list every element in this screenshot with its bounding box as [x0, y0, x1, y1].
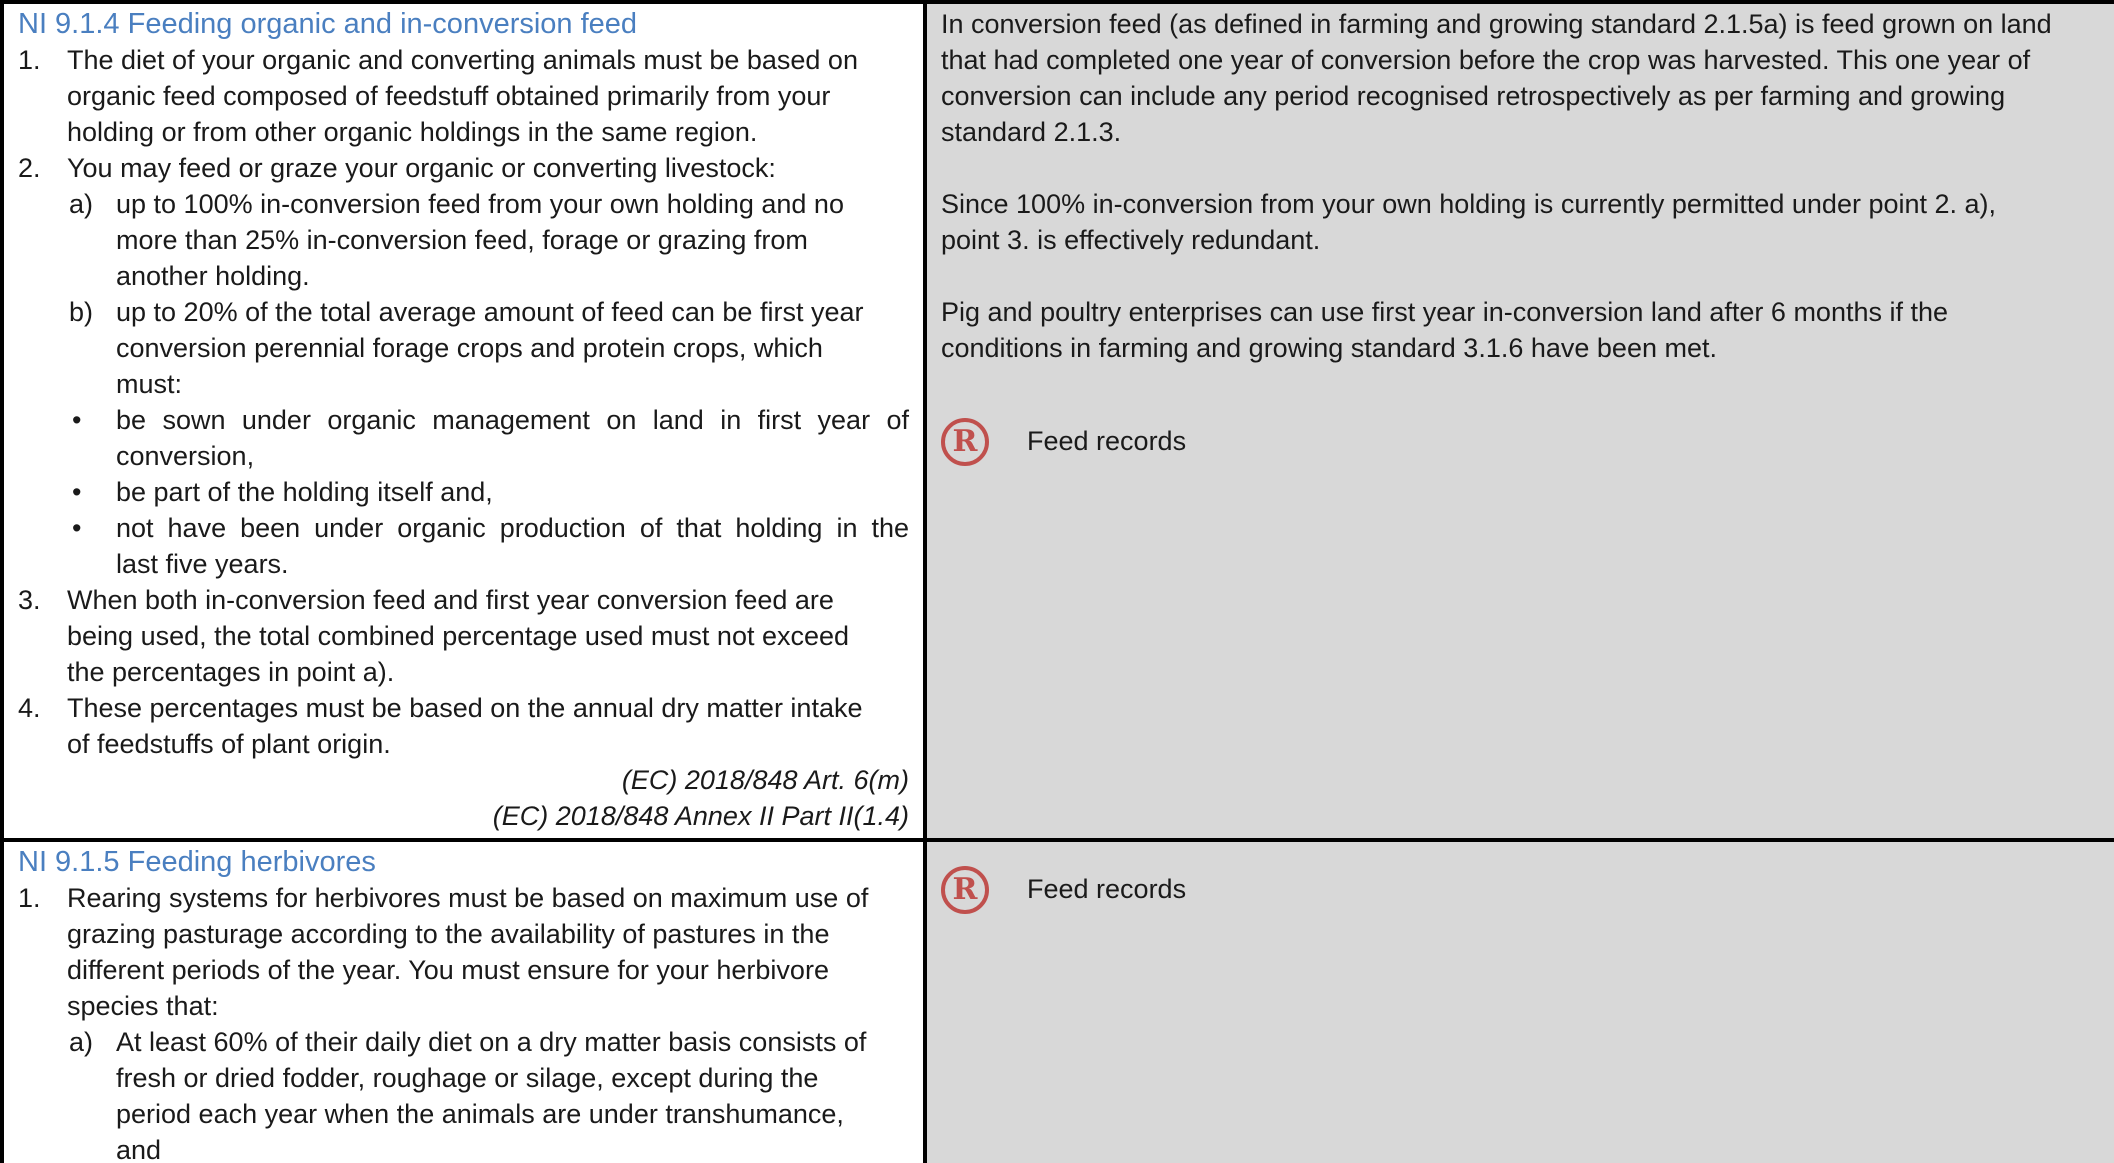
bullet-item: [4, 402, 923, 438]
item-text: Rearing systems for herbivores must be based on maximum use of: [67, 883, 869, 913]
item-number: 2.: [18, 153, 41, 183]
item-text: different periods of the year. You must ensure for your herbivore: [67, 955, 829, 985]
section-title: NI 9.1.4 Feeding organic and in-conversion feed: [18, 8, 638, 40]
item-text: be sown under organic management on land in first year of: [116, 405, 909, 435]
list-item: [4, 42, 923, 78]
standard-cell-9-1-4: [0, 0, 927, 838]
bullet-item: [4, 510, 923, 546]
item-text: The diet of your organic and converting animals must be based on: [67, 45, 858, 75]
item-text: of feedstuffs of plant origin.: [67, 729, 391, 759]
item-text: grazing pasturage according to the availability of pastures in the: [67, 919, 830, 949]
item-number: 1.: [18, 883, 41, 913]
list-item: [4, 690, 923, 726]
record-r-icon: R: [941, 418, 989, 466]
regulation-citation: (EC) 2018/848 Annex II Part II(1.4): [492, 801, 909, 831]
guidance-cell-9-1-4: [927, 0, 2114, 838]
item-number: 1.: [18, 45, 41, 75]
standard-cell-9-1-5: [0, 838, 927, 1163]
item-text: being used, the total combined percentage used must not exceed: [67, 621, 850, 651]
item-text: not have been under organic production of that holding in the: [116, 513, 909, 543]
item-text: the percentages in point a).: [67, 657, 395, 687]
item-text: These percentages must be based on the annual dry matter intake: [67, 693, 863, 723]
item-text: conversion perennial forage crops and protein crops, which: [116, 333, 823, 363]
guidance-text: In conversion feed (as defined in farming and growing standard 2.1.5a) is feed grown on land: [941, 9, 2052, 39]
regulation-citation: (EC) 2018/848 Art. 6(m): [621, 765, 909, 795]
section-title: NI 9.1.5 Feeding herbivores: [18, 846, 376, 878]
sub-item-letter: a): [69, 189, 94, 219]
sub-item-letter: a): [69, 1027, 94, 1057]
item-text: At least 60% of their daily diet on a dry matter basis consists of: [116, 1027, 867, 1057]
record-requirement: [927, 866, 2114, 926]
item-number: 4.: [18, 693, 41, 723]
list-item: [4, 582, 923, 618]
item-text: holding or from other organic holdings in the same region.: [67, 117, 758, 147]
guidance-text: standard 2.1.3.: [941, 117, 1122, 147]
item-text: period each year when the animals are under transhumance,: [116, 1099, 844, 1129]
guidance-text: conditions in farming and growing standard 3.1.6 have been met.: [941, 333, 1717, 363]
item-text: another holding.: [116, 261, 310, 291]
record-label: Feed records: [1027, 874, 1187, 904]
record-label: Feed records: [1027, 426, 1187, 456]
sub-item-letter: b): [69, 297, 94, 327]
item-text: species that:: [67, 991, 219, 1021]
item-number: 3.: [18, 585, 41, 615]
item-text: organic feed composed of feedstuff obtained primarily from your: [67, 81, 831, 111]
list-item: [4, 150, 923, 186]
guidance-text: point 3. is effectively redundant.: [941, 225, 1321, 255]
item-text: You may feed or graze your organic or converting livestock:: [67, 153, 776, 183]
guidance-text: conversion can include any period recognised retrospectively as per farming and growing: [941, 81, 2006, 111]
record-requirement: [927, 418, 2114, 478]
bullet-icon: •: [72, 513, 82, 543]
item-text: When both in-conversion feed and first year conversion feed are: [67, 585, 834, 615]
guidance-cell-9-1-5: [927, 838, 2114, 1163]
item-text: up to 100% in-conversion feed from your own holding and no: [116, 189, 844, 219]
guidance-text: that had completed one year of conversion before the crop was harvested. This one year of: [941, 45, 2031, 75]
item-text: last five years.: [116, 549, 289, 579]
item-text: must:: [116, 369, 183, 399]
sub-list-item: [4, 294, 923, 330]
item-text: be part of the holding itself and,: [116, 477, 493, 507]
sub-list-item: [4, 1024, 923, 1060]
record-r-icon: R: [941, 866, 989, 914]
item-text: and: [116, 1135, 162, 1163]
list-item: [4, 880, 923, 916]
guidance-text: Since 100% in-conversion from your own holding is currently permitted under point 2. a),: [941, 189, 1997, 219]
item-text: conversion,: [116, 441, 255, 471]
bullet-icon: •: [72, 405, 82, 435]
item-text: up to 20% of the total average amount of feed can be first year: [116, 297, 864, 327]
item-text: more than 25% in-conversion feed, forage or grazing from: [116, 225, 808, 255]
guidance-text: Pig and poultry enterprises can use first year in-conversion land after 6 months if the: [941, 297, 1949, 327]
sub-list-item: [4, 186, 923, 222]
item-text: fresh or dried fodder, roughage or silage, except during the: [116, 1063, 819, 1093]
bullet-icon: •: [72, 477, 82, 507]
bullet-item: [4, 474, 923, 510]
